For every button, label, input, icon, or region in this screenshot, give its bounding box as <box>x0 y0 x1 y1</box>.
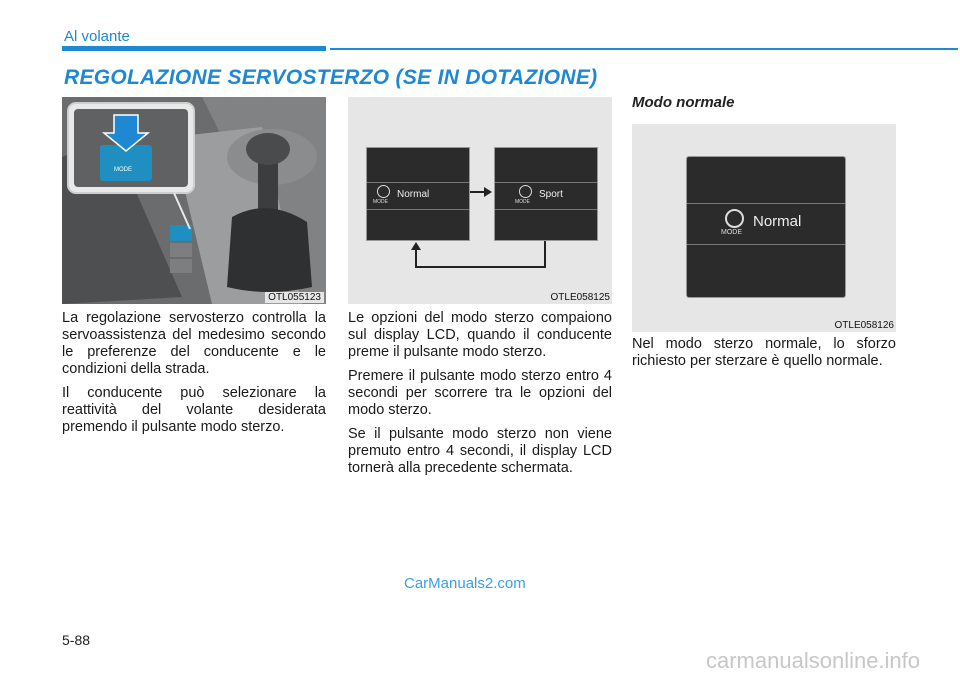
page-title: REGOLAZIONE SERVOSTERZO (SE IN DOTAZIONE) <box>64 66 598 89</box>
gear-shift-illustration <box>62 97 326 304</box>
mode-button-text: MODE <box>114 167 132 173</box>
mode-tag: MODE <box>515 199 530 205</box>
normal-mode-figure <box>632 124 896 332</box>
subheading: Modo normale <box>632 94 735 111</box>
paragraph: La regolazione servosterzo controlla la servoassistenza del medesimo secondo le preferenze del conducente e le condizioni della strada. <box>62 310 326 377</box>
header-rule-thin <box>330 48 958 50</box>
column-3-text <box>632 336 896 377</box>
figure-code: OTLE058125 <box>550 292 610 303</box>
mode-tag: MODE <box>721 229 742 236</box>
page-number: 5-88 <box>62 632 91 648</box>
figure-code: OTLE058126 <box>834 320 894 331</box>
mode-label-normal: Normal <box>397 189 430 200</box>
mode-cycle-diagram <box>348 97 612 304</box>
figure-code: OTL055123 <box>265 292 324 303</box>
steering-wheel-icon <box>725 209 744 228</box>
mode-label-normal: Normal <box>753 213 802 230</box>
paragraph: Se il pulsante modo sterzo non viene premuto entro 4 secondi, il display LCD tornerà alla precedente schermata. <box>348 426 612 476</box>
section-label: Al volante <box>64 28 130 45</box>
gear-shift-photo <box>62 97 326 304</box>
paragraph: Le opzioni del modo sterzo compaiono sul display LCD, quando il conducente preme il pulsante modo sterzo. <box>348 310 612 360</box>
mode-tag: MODE <box>373 199 388 205</box>
site-watermark: carmanualsonline.info <box>706 648 921 673</box>
mode-label-sport: Sport <box>539 189 563 200</box>
paragraph: Premere il pulsante modo sterzo entro 4 secondi per scorrere tra le opzioni del modo sterzo. <box>348 368 612 418</box>
paragraph: Il conducente può selezionare la reattività del volante desiderata premendo il pulsante modo sterzo. <box>62 385 326 435</box>
cycle-arrows <box>348 97 612 304</box>
column-1-text <box>62 310 326 443</box>
column-2-text <box>348 310 612 484</box>
header-rule-thick <box>62 46 326 51</box>
display-normal-large <box>686 156 846 298</box>
paragraph: Nel modo sterzo normale, lo sforzo richiesto per sterzare è quello normale. <box>632 336 896 369</box>
watermark-link[interactable]: CarManuals2.com <box>404 575 526 592</box>
